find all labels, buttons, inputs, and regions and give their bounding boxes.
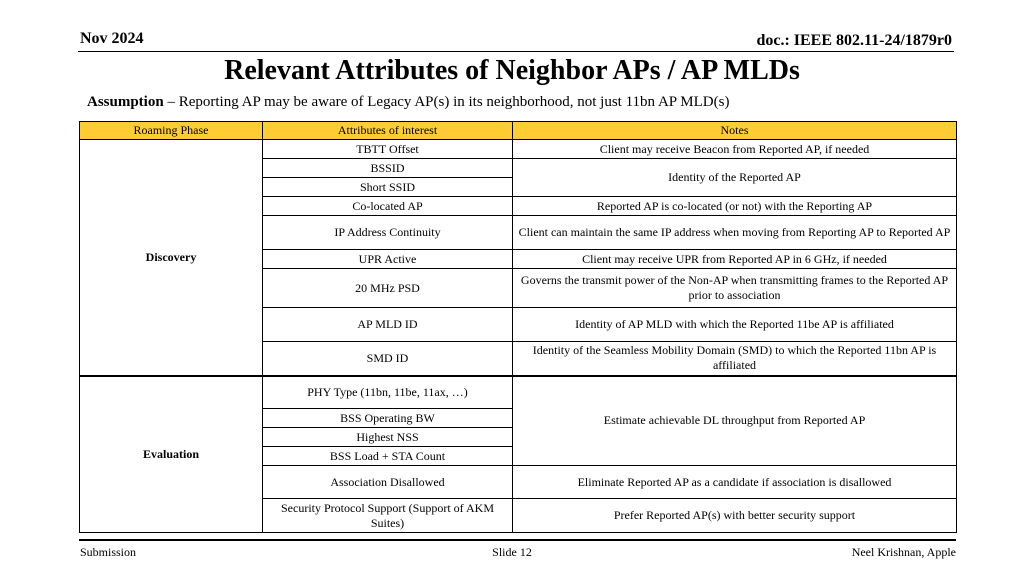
footer-submission: Submission <box>80 545 137 559</box>
attribute-cell: AP MLD ID <box>263 308 513 342</box>
attribute-cell: BSS Operating BW <box>263 409 513 428</box>
attribute-cell: BSS Load + STA Count <box>263 447 513 466</box>
attribute-cell: Short SSID <box>263 178 513 197</box>
attribute-cell: Association Disallowed <box>263 466 513 499</box>
note-cell: Client may receive UPR from Reported AP in 6 GHz, if needed <box>513 250 957 269</box>
note-cell: Governs the transmit power of the Non-AP when transmitting frames to the Reported AP prior to association <box>513 269 957 308</box>
note-cell: Eliminate Reported AP as a candidate if association is disallowed <box>513 466 957 499</box>
note-cell: Client can maintain the same IP address when moving from Reporting AP to Reported AP <box>513 216 957 250</box>
assumption-line <box>87 94 729 111</box>
table-row <box>80 140 957 159</box>
phase-evaluation: Evaluation <box>80 376 263 533</box>
note-cell: Client may receive Beacon from Reported AP, if needed <box>513 140 957 159</box>
assumption-text: – Reporting AP may be aware of Legacy AP(s) in its neighborhood, not just 11bn AP MLD(s) <box>163 94 730 110</box>
attribute-cell: SMD ID <box>263 342 513 376</box>
attribute-cell: Co-located AP <box>263 197 513 216</box>
attributes-table <box>79 121 957 533</box>
attribute-cell: Security Protocol Support (Support of AKM Suites) <box>263 499 513 533</box>
attribute-cell: PHY Type (11bn, 11be, 11ax, …) <box>263 376 513 409</box>
attribute-cell: UPR Active <box>263 250 513 269</box>
table-row <box>80 376 957 409</box>
note-cell: Identity of AP MLD with which the Reported 11be AP is affiliated <box>513 308 957 342</box>
note-cell: Prefer Reported AP(s) with better security support <box>513 499 957 533</box>
note-cell: Estimate achievable DL throughput from Reported AP <box>513 376 957 466</box>
attribute-cell: BSSID <box>263 159 513 178</box>
attribute-cell: 20 MHz PSD <box>263 269 513 308</box>
header-attributes: Attributes of interest <box>263 122 513 140</box>
note-cell: Reported AP is co-located (or not) with the Reporting AP <box>513 197 957 216</box>
attribute-cell: Highest NSS <box>263 428 513 447</box>
footer-author: Neel Krishnan, Apple <box>851 545 956 559</box>
footer-slide-number: Slide 12 <box>492 545 532 559</box>
table-header-row <box>80 122 957 140</box>
attribute-cell: IP Address Continuity <box>263 216 513 250</box>
header-roaming-phase: Roaming Phase <box>80 122 263 140</box>
table-bottom-rule <box>79 539 956 541</box>
header-notes: Notes <box>513 122 957 140</box>
header-date: Nov 2024 <box>80 30 144 47</box>
header-rule <box>78 51 954 52</box>
assumption-label: Assumption <box>87 94 164 110</box>
phase-discovery: Discovery <box>80 140 263 376</box>
slide-title: Relevant Attributes of Neighbor APs / AP MLDs <box>224 55 800 86</box>
note-cell: Identity of the Seamless Mobility Domain (SMD) to which the Reported 11bn AP is affiliated <box>513 342 957 376</box>
header-doc-id: doc.: IEEE 802.11-24/1879r0 <box>756 32 952 49</box>
attribute-cell: TBTT Offset <box>263 140 513 159</box>
note-cell: Identity of the Reported AP <box>513 159 957 197</box>
